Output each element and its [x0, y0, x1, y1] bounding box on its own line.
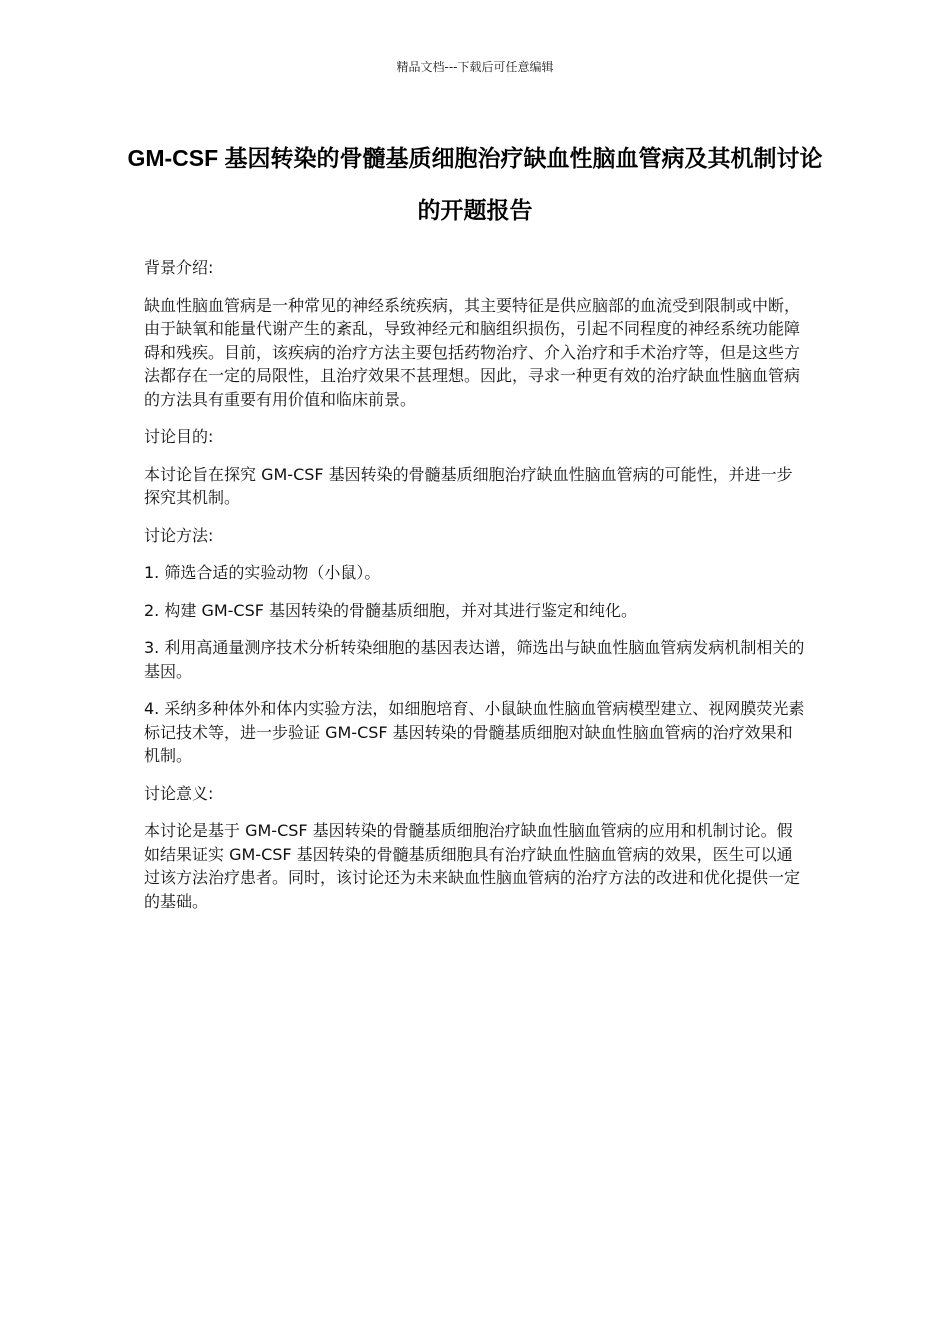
method-item-1: 1. 筛选合适的实验动物（小鼠）。 — [144, 563, 381, 582]
significance-heading: 讨论意义: — [144, 783, 214, 803]
background-paragraph: 缺血性脑血管病是一种常见的神经系统疾病，其主要特征是供应脑部的血流受到限制或中断，由于缺氧和能量代谢产生的紊乱，导致神经元和脑组织损伤，引起不同程度的神经系统功能障碍和残疾。目前，该疾病的治疗方法主要包括药物治疗、介入治疗和手术治疗等，但是这些方法都存在一定的局限性，且治疗效果不甚理想。因此，寻求一种更有效的治疗缺血性脑血管病的方法具有重要有用价值和临床前景。 — [144, 295, 801, 409]
background-heading: 背景介绍: — [144, 258, 214, 277]
document-body — [144, 256, 808, 927]
method-item-3: 3. 利用高通量测序技术分析转染细胞的基因表达谱，筛选出与缺血性脑血管病发病机制相关的基因。 — [144, 638, 805, 681]
significance-paragraph: 本讨论是基于 GM-CSF 基因转染的骨髓基质细胞治疗缺血性脑血管病的应用和机制讨论。假如结果证实 GM-CSF 基因转染的骨髓基质细胞具有治疗缺血性脑血管病的效果，医生可以通过该方法治疗患者。同时，该讨论还为未来缺血性脑血管病的治疗方法的改进和优化提供一定的基础。 — [144, 821, 801, 911]
header-note: 精品文档---下载后可任意编辑 — [396, 60, 554, 74]
purpose-paragraph: 本讨论旨在探究 GM-CSF 基因转染的骨髓基质细胞治疗缺血性脑血管病的可能性，并进一步探究其机制。 — [144, 464, 793, 507]
document-title: GM-CSF 基因转染的骨髓基质细胞治疗缺血性脑血管病及其机制讨论的开题报告 — [127, 145, 823, 223]
purpose-heading: 讨论目的: — [144, 427, 214, 446]
methods-heading: 讨论方法: — [144, 525, 214, 545]
method-item-2: 2. 构建 GM-CSF 基因转染的骨髓基质细胞，并对其进行鉴定和纯化。 — [144, 600, 638, 620]
method-item-4: 4. 采纳多种体外和体内实验方法，如细胞培育、小鼠缺血性脑血管病模型建立、视网膜荧光素标记技术等，进一步验证 GM-CSF 基因转染的骨髓基质细胞对缺血性脑血管病的治疗效果和机制。 — [144, 699, 805, 765]
